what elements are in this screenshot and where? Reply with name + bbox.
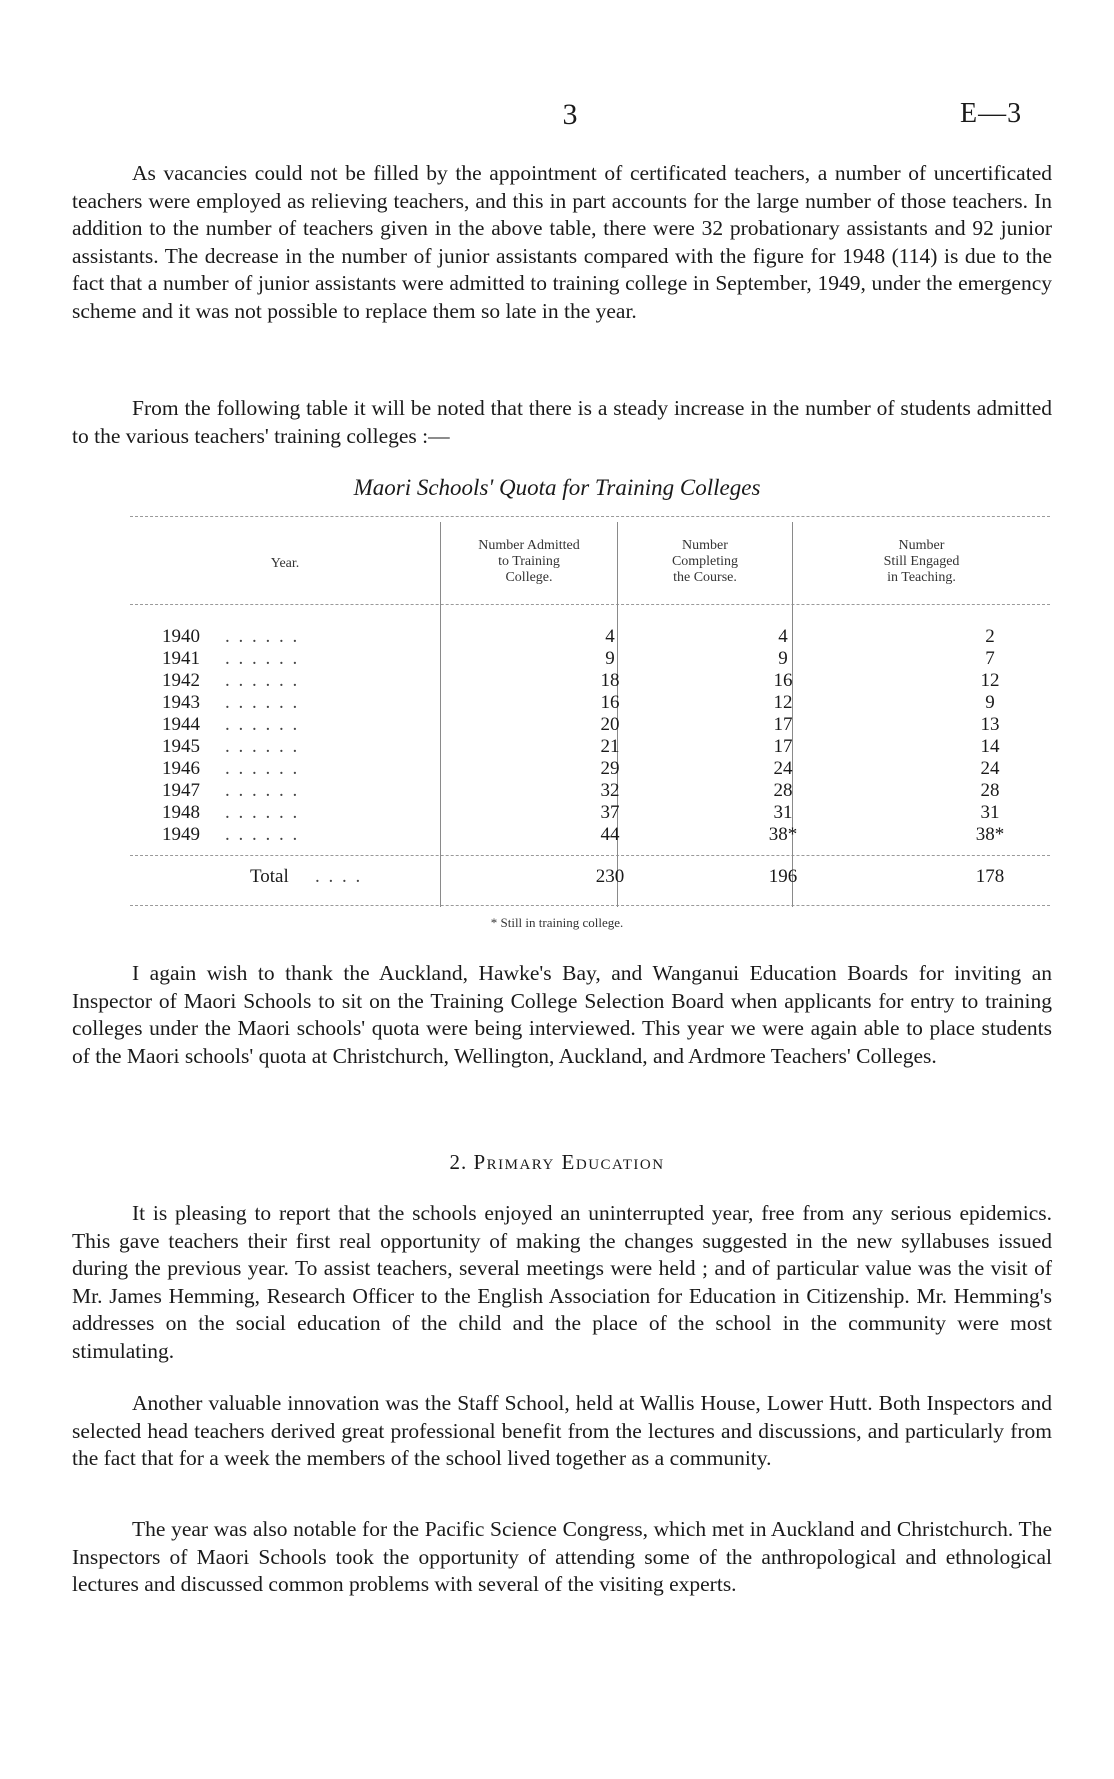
paragraph-science-congress: The year was also notable for the Pacific Science Congress, which met in Auckland and Christchurch. The Inspectors of Maori Schools took the opportunity of attending some of the anthropological and ethnological lectures and discussed common problems with several of the visiting experts. bbox=[72, 1517, 1052, 1596]
leader-dots: . . . . . . bbox=[225, 670, 300, 691]
engaged-cell: 28 bbox=[980, 780, 1000, 801]
completing-cell: 28 bbox=[773, 780, 793, 801]
year-cell: 1947 bbox=[162, 780, 200, 801]
engaged-cell: 7 bbox=[985, 648, 995, 669]
table-row bbox=[130, 736, 1050, 757]
table-row bbox=[130, 824, 1050, 845]
year-cell: 1948 bbox=[162, 802, 200, 823]
completing-cell: 17 bbox=[773, 736, 793, 757]
engaged-cell: 38* bbox=[975, 824, 1005, 845]
table-row bbox=[130, 780, 1050, 801]
table-bottom-rule bbox=[130, 905, 1050, 906]
page-code: E—3 bbox=[960, 98, 1023, 129]
completing-cell: 38* bbox=[768, 824, 798, 845]
completing-cell: 17 bbox=[773, 714, 793, 735]
total-admitted: 230 bbox=[595, 866, 625, 887]
header-engaged-line: Still Engaged bbox=[883, 554, 960, 569]
admitted-cell: 9 bbox=[605, 648, 615, 669]
admitted-cell: 32 bbox=[600, 780, 620, 801]
paragraph-epidemics: It is pleasing to report that the schools enjoyed an uninterrupted year, free from any serious epidemics. This gave teachers their first real opportunity of making the changes suggested in the new syllabuses issued during the previous year. To assist teachers, several meetings were held ; and of particular value was the visit of Mr. James Hemming, Research Officer to the English Association for Education in Citizenship. Mr. Hemming's addresses on the social education of the child and the place of the school in the community were most stimulating. bbox=[72, 1201, 1052, 1363]
header-completing-line: the Course. bbox=[673, 570, 737, 585]
table-row bbox=[130, 626, 1050, 647]
paragraph-staff-school: Another valuable innovation was the Staff School, held at Wallis House, Lower Hutt. Both Inspectors and selected head teachers derived great professional benefit from the lectures and discussions, and particularly from the fact that for a week the members of the school lived together as a community. bbox=[72, 1391, 1052, 1470]
year-cell: 1944 bbox=[162, 714, 200, 735]
table-top-rule bbox=[130, 516, 1050, 517]
section-title: Primary Education bbox=[473, 1150, 665, 1174]
total-label: Total bbox=[250, 866, 289, 887]
table-footnote: * Still in training college. bbox=[490, 915, 624, 930]
admitted-cell: 4 bbox=[605, 626, 615, 647]
leader-dots: . . . . . . bbox=[225, 648, 300, 669]
year-cell: 1946 bbox=[162, 758, 200, 779]
table-row bbox=[130, 692, 1050, 713]
header-admitted-line: to Training bbox=[498, 554, 560, 569]
admitted-cell: 44 bbox=[600, 824, 620, 845]
year-cell: 1949 bbox=[162, 824, 200, 845]
year-cell: 1943 bbox=[162, 692, 200, 713]
completing-cell: 4 bbox=[778, 626, 788, 647]
leader-dots: . . . . . . bbox=[225, 758, 300, 779]
table-row bbox=[130, 758, 1050, 779]
table-row bbox=[130, 714, 1050, 735]
table-title: Maori Schools' Quota for Training Colleges bbox=[353, 475, 761, 500]
engaged-cell: 12 bbox=[980, 670, 1000, 691]
header-engaged-line: in Teaching. bbox=[887, 570, 956, 585]
year-cell: 1941 bbox=[162, 648, 200, 669]
completing-cell: 31 bbox=[773, 802, 793, 823]
admitted-cell: 20 bbox=[600, 714, 620, 735]
total-engaged: 178 bbox=[975, 866, 1005, 887]
admitted-cell: 29 bbox=[600, 758, 620, 779]
table-row bbox=[130, 802, 1050, 823]
paragraph-vacancies: As vacancies could not be filled by the appointment of certificated teachers, a number of uncertificated teachers were employed as relieving teachers, and this in part accounts for the large number of those teachers. In addition to the number of teachers given in the above table, there were 32 probationary assistants and 92 junior assistants. The decrease in the number of junior assistants compared with the figure for 1948 (114) is due to the fact that a number of junior assistants were admitted to training college in September, 1949, under the emergency scheme and it was not possible to replace them so late in the year. bbox=[72, 161, 1052, 323]
admitted-cell: 18 bbox=[600, 670, 620, 691]
year-cell: 1942 bbox=[162, 670, 200, 691]
year-cell: 1940 bbox=[162, 626, 200, 647]
completing-cell: 24 bbox=[773, 758, 793, 779]
header-admitted bbox=[441, 538, 617, 586]
leader-dots: . . . . . . bbox=[225, 626, 300, 647]
total-dots: . . . . bbox=[315, 866, 363, 887]
header-admitted-line: College. bbox=[505, 570, 553, 585]
leader-dots: . . . . . . bbox=[225, 736, 300, 757]
table-total-rule bbox=[130, 855, 1050, 856]
header-completing-line: Completing bbox=[671, 554, 739, 569]
leader-dots: . . . . . . bbox=[225, 714, 300, 735]
engaged-cell: 24 bbox=[980, 758, 1000, 779]
leader-dots: . . . . . . bbox=[225, 824, 300, 845]
admitted-cell: 16 bbox=[600, 692, 620, 713]
header-year: Year. bbox=[270, 556, 300, 571]
table-row bbox=[130, 670, 1050, 691]
admitted-cell: 37 bbox=[600, 802, 620, 823]
engaged-cell: 14 bbox=[980, 736, 1000, 757]
admitted-cell: 21 bbox=[600, 736, 620, 757]
table-row bbox=[130, 648, 1050, 669]
engaged-cell: 31 bbox=[980, 802, 1000, 823]
total-completing: 196 bbox=[768, 866, 798, 887]
year-cell: 1945 bbox=[162, 736, 200, 757]
leader-dots: . . . . . . bbox=[225, 802, 300, 823]
engaged-cell: 9 bbox=[985, 692, 995, 713]
completing-cell: 9 bbox=[778, 648, 788, 669]
header-completing-line: Number bbox=[682, 538, 728, 553]
header-engaged-line: Number bbox=[898, 538, 945, 553]
leader-dots: . . . . . . bbox=[225, 692, 300, 713]
header-engaged bbox=[793, 538, 1050, 586]
paragraph-table-intro: From the following table it will be noted that there is a steady increase in the number of students admitted to the various teachers' training colleges :— bbox=[72, 396, 1052, 448]
section-heading bbox=[0, 1150, 1114, 1175]
header-completing bbox=[618, 538, 792, 586]
completing-cell: 12 bbox=[773, 692, 793, 713]
header-admitted-line: Number Admitted bbox=[478, 538, 580, 553]
page-number: 3 bbox=[562, 98, 578, 131]
engaged-cell: 2 bbox=[985, 626, 995, 647]
engaged-cell: 13 bbox=[980, 714, 1000, 735]
completing-cell: 16 bbox=[773, 670, 793, 691]
table-header-rule bbox=[130, 604, 1050, 605]
leader-dots: . . . . . . bbox=[225, 780, 300, 801]
section-number: 2. bbox=[449, 1150, 468, 1174]
paragraph-thanks: I again wish to thank the Auckland, Hawke's Bay, and Wanganui Education Boards for inviting an Inspector of Maori Schools to sit on the Training College Selection Board when applicants for entry to training colleges under the Maori schools' quota were being interviewed. This year we were again able to place students of the Maori schools' quota at Christchurch, Wellington, Auckland, and Ardmore Teachers' Colleges. bbox=[72, 961, 1052, 1068]
